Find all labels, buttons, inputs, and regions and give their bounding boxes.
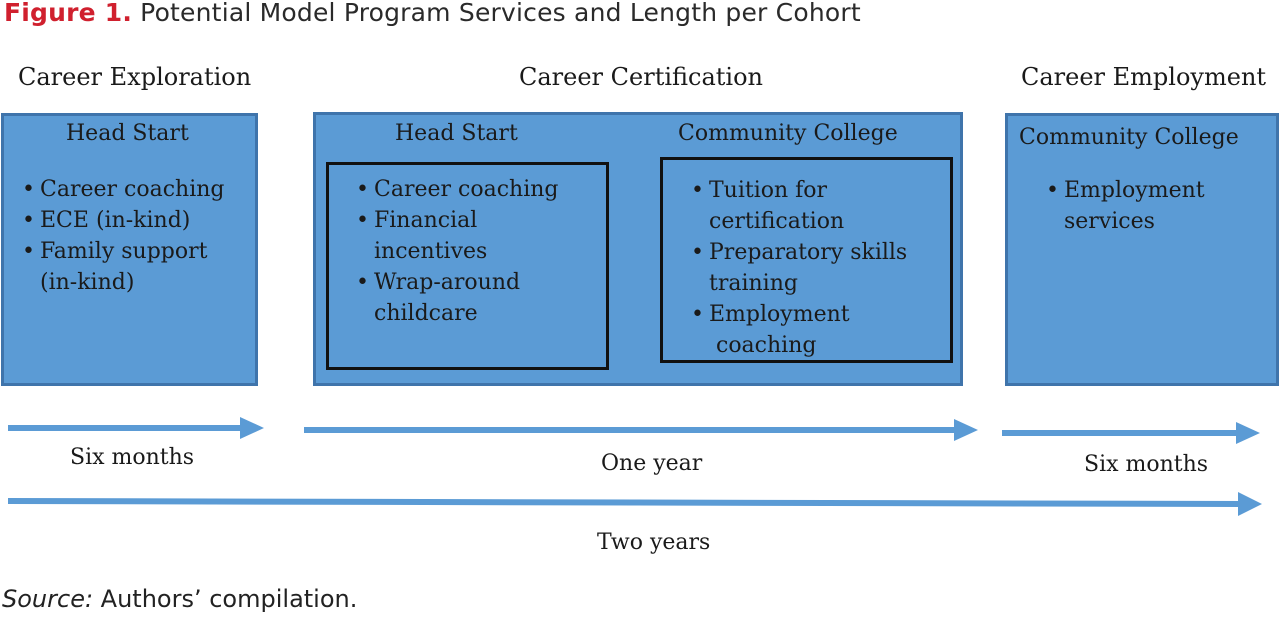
- phase-heading-certification: Career Certification: [519, 63, 763, 91]
- list-item: • Tuition for certification: [687, 175, 907, 237]
- figure-label: Figure 1.: [4, 0, 133, 27]
- duration-total: Two years: [597, 530, 711, 555]
- list-item: • Wrap-around childcare: [352, 267, 558, 329]
- phase-heading-exploration: Career Exploration: [18, 63, 252, 91]
- duration-certification: One year: [601, 451, 703, 476]
- source-label: Source:: [2, 585, 94, 613]
- list-item: • Employment services: [1042, 175, 1205, 237]
- list-item: • Career coaching: [352, 174, 558, 205]
- arrow-exploration: [8, 417, 264, 439]
- arrow-employment: [1002, 422, 1260, 444]
- employment-provider: Community College: [1019, 125, 1239, 150]
- duration-exploration: Six months: [70, 445, 195, 470]
- source-note: [2, 585, 357, 613]
- exploration-provider: Head Start: [66, 121, 189, 146]
- arrow-total: [8, 492, 1262, 516]
- list-item: • Career coaching: [18, 174, 224, 205]
- list-item: • Employment coaching: [687, 299, 907, 361]
- duration-employment: Six months: [1084, 452, 1209, 477]
- list-item: • Financial incentives: [352, 205, 558, 267]
- arrow-certification: [304, 419, 978, 441]
- source-text: Authors’ compilation.: [93, 585, 358, 613]
- list-item: • Preparatory skills training: [687, 237, 907, 299]
- figure-caption: Potential Model Program Services and Length per Cohort: [132, 0, 861, 27]
- certification-college-provider: Community College: [678, 121, 898, 146]
- list-item: • Family support (in-kind): [18, 236, 224, 298]
- list-item: • ECE (in-kind): [18, 205, 224, 236]
- phase-heading-employment: Career Employment: [1021, 63, 1267, 91]
- certification-head-start-provider: Head Start: [395, 121, 518, 146]
